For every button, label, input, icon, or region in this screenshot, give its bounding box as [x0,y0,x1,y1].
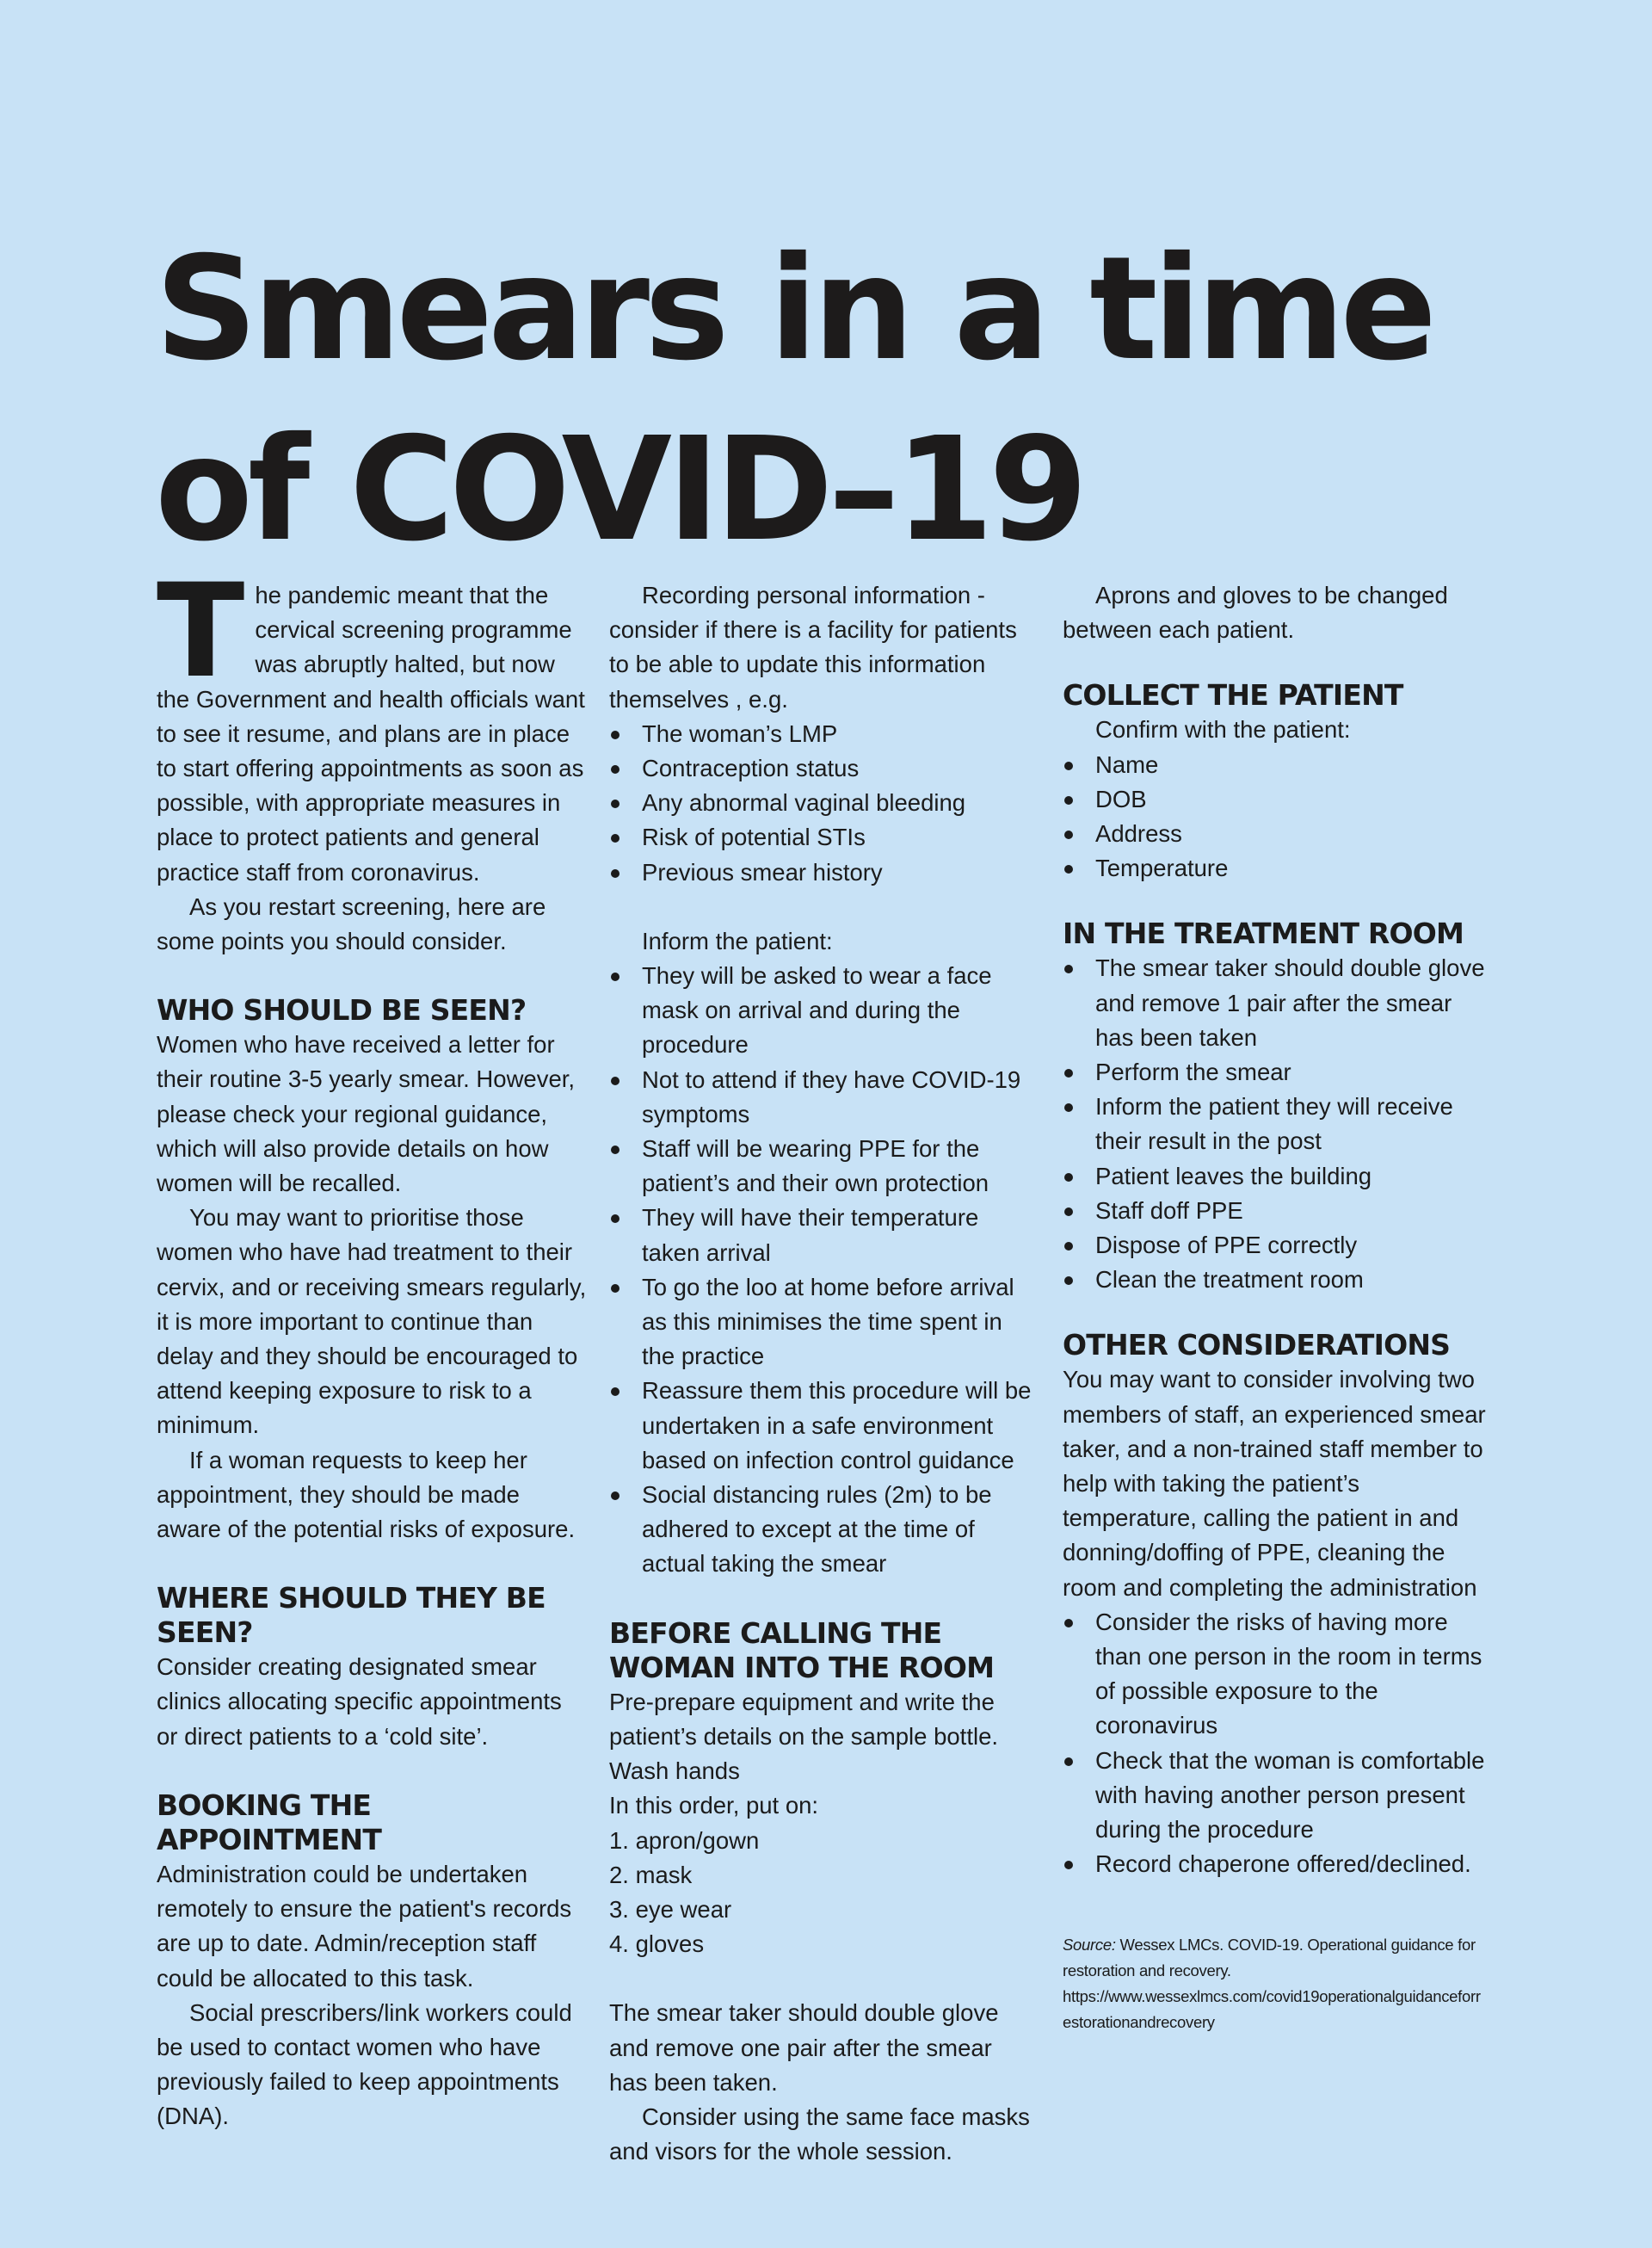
list-item: Reassure them this procedure will be undertaken in a safe environment based on infection control guidance [609,1374,1032,1478]
collect-list [1063,748,1489,886]
list-item: Previous smear history [609,855,1032,890]
where-paragraph-1: Consider creating designated smear clinics allocating specific appointments or direct patients to a ‘cold site’. [157,1653,562,1750]
booking-paragraph-2: Social prescribers/link workers could be used to contact women who have previously failed to keep appointments (DNA). [157,1998,572,2130]
heading-other-considerations: OTHER CONSIDERATIONS [1063,1328,1451,1362]
inform-list [609,959,1032,1582]
source-text: Wessex LMCs. COVID-19. Operational guidance for restoration and recovery. [1063,1935,1476,1979]
list-item: Record chaperone offered/declined. [1063,1847,1489,1881]
before-paragraph-6: Aprons and gloves to be changed between each patient. [1063,582,1448,644]
before-paragraph-1: Pre-prepare equipment and write the patient’s details on the sample bottle. [609,1688,999,1750]
list-item: Contraception status [609,751,1032,786]
ppe-step: 3. eye wear [609,1895,732,1923]
list-item: They will have their temperature taken arrival [609,1201,1032,1269]
list-item: Staff doff PPE [1063,1194,1489,1228]
list-item: Consider the risks of having more than one person in the room in terms of possible exposure to the coronavirus [1063,1605,1489,1744]
recording-paragraph: Recording personal information - consider if there is a facility for patients to be able to update this information themselves , e.g. [609,582,1017,713]
heading-booking-the-appointment: BOOKING THE APPOINTMENT [157,1788,382,1856]
intro-paragraph [157,557,587,890]
recording-list [609,717,1032,890]
column-1 [157,557,587,2134]
other-paragraph-1: You may want to consider involving two members of staff, an experienced smear taker, and a non-trained staff member to help with taking the patient’s temperature, calling the patient in and donning/doffing of PPE, cleaning the room and completing the administration [1063,1366,1486,1601]
booking-paragraph-1: Administration could be undertaken remotely to ensure the patient's records are up to date. Admin/reception staff could be allocated to this task. [157,1860,572,1992]
list-item: Clean the treatment room [1063,1263,1489,1297]
before-paragraph-3: In this order, put on: [609,1792,819,1819]
list-item: To go the loo at home before arrival as this minimises the time spent in the practice [609,1270,1032,1374]
list-item: Staff will be wearing PPE for the patient’s and their own protection [609,1132,1032,1201]
ppe-step: 4. gloves [609,1930,705,1958]
before-paragraph-5: Consider using the same face masks and visors for the whole session. [609,2103,1030,2165]
column-3 [1063,578,1489,2035]
intro-paragraph-2: As you restart screening, here are some points you should consider. [157,892,546,955]
spacer [609,1961,1032,1996]
list-item: Patient leaves the building [1063,1159,1489,1194]
column-2 [609,578,1032,2169]
collect-confirm: Confirm with the patient: [1095,716,1351,744]
before-paragraph-4: The smear taker should double glove and remove one pair after the smear has been taken. [609,1999,999,2096]
who-paragraph-1: Women who have received a letter for their routine 3-5 yearly smear. However, please check your regional guidance, which will also provide details on how women will be recalled. [157,1031,576,1197]
treatment-list [1063,951,1489,1297]
list-item: Social distancing rules (2m) to be adhered to except at the time of actual taking the smear [609,1478,1032,1582]
list-item: Not to attend if they have COVID-19 symptoms [609,1063,1032,1132]
list-item: Any abnormal vaginal bleeding [609,786,1032,820]
list-item: The woman’s LMP [609,717,1032,751]
who-paragraph-3: If a woman requests to keep her appointment, they should be made aware of the potential risks of exposure. [157,1446,576,1543]
before-paragraph-2: Wash hands [609,1757,740,1785]
inform-label: Inform the patient: [642,927,833,954]
list-item: Risk of potential STIs [609,820,1032,855]
list-item: The smear taker should double glove and remove 1 pair after the smear has been taken [1063,951,1489,1055]
drop-cap: T [157,557,245,707]
source-citation [1063,1932,1489,2035]
list-item: Dispose of PPE correctly [1063,1228,1489,1263]
ppe-step: 2. mask [609,1861,693,1888]
who-paragraph-2: You may want to prioritise those women who have had treatment to their cervix, and or receiving smears regularly, it is more important to continue than delay and they should be encouraged to attend keeping exposure to risk to a minimum. [157,1204,587,1439]
source-label: Source: [1063,1935,1116,1954]
list-item: DOB [1063,782,1489,817]
list-item: Inform the patient they will receive their result in the post [1063,1090,1489,1158]
other-list [1063,1605,1489,1882]
list-item: Address [1063,817,1489,851]
list-item: Name [1063,748,1489,782]
list-item: Check that the woman is comfortable with having another person present during the procedure [1063,1744,1489,1848]
heading-before-calling: BEFORE CALLING THE WOMAN INTO THE ROOM [609,1615,995,1684]
heading-who-should-be-seen: WHO SHOULD BE SEEN? [157,993,527,1028]
heading-collect-the-patient: COLLECT THE PATIENT [1063,678,1403,713]
heading-in-the-treatment-room: IN THE TREATMENT ROOM [1063,917,1464,951]
list-item: Perform the smear [1063,1055,1489,1090]
list-item: Temperature [1063,851,1489,886]
intro-text: he pandemic meant that the cervical screening programme was abruptly halted, but now the Government and health officials want to see it resume, and plans are in place to start offering appointments as soon as possible, with appropriate measures in place to protect patients and general practice staff from coronavirus. [157,582,585,886]
article-title: Smears in a time of COVID–19 [155,226,1433,573]
spacer [609,890,1032,924]
ppe-step: 1. apron/gown [609,1826,760,1854]
list-item: They will be asked to wear a face mask on arrival and during the procedure [609,959,1032,1063]
heading-where-should-they-be-seen: WHERE SHOULD THEY BE SEEN? [157,1581,546,1650]
source-url: https://www.wessexlmcs.com/covid19operationalguidanceforrestorationandrecovery [1063,1986,1481,2031]
